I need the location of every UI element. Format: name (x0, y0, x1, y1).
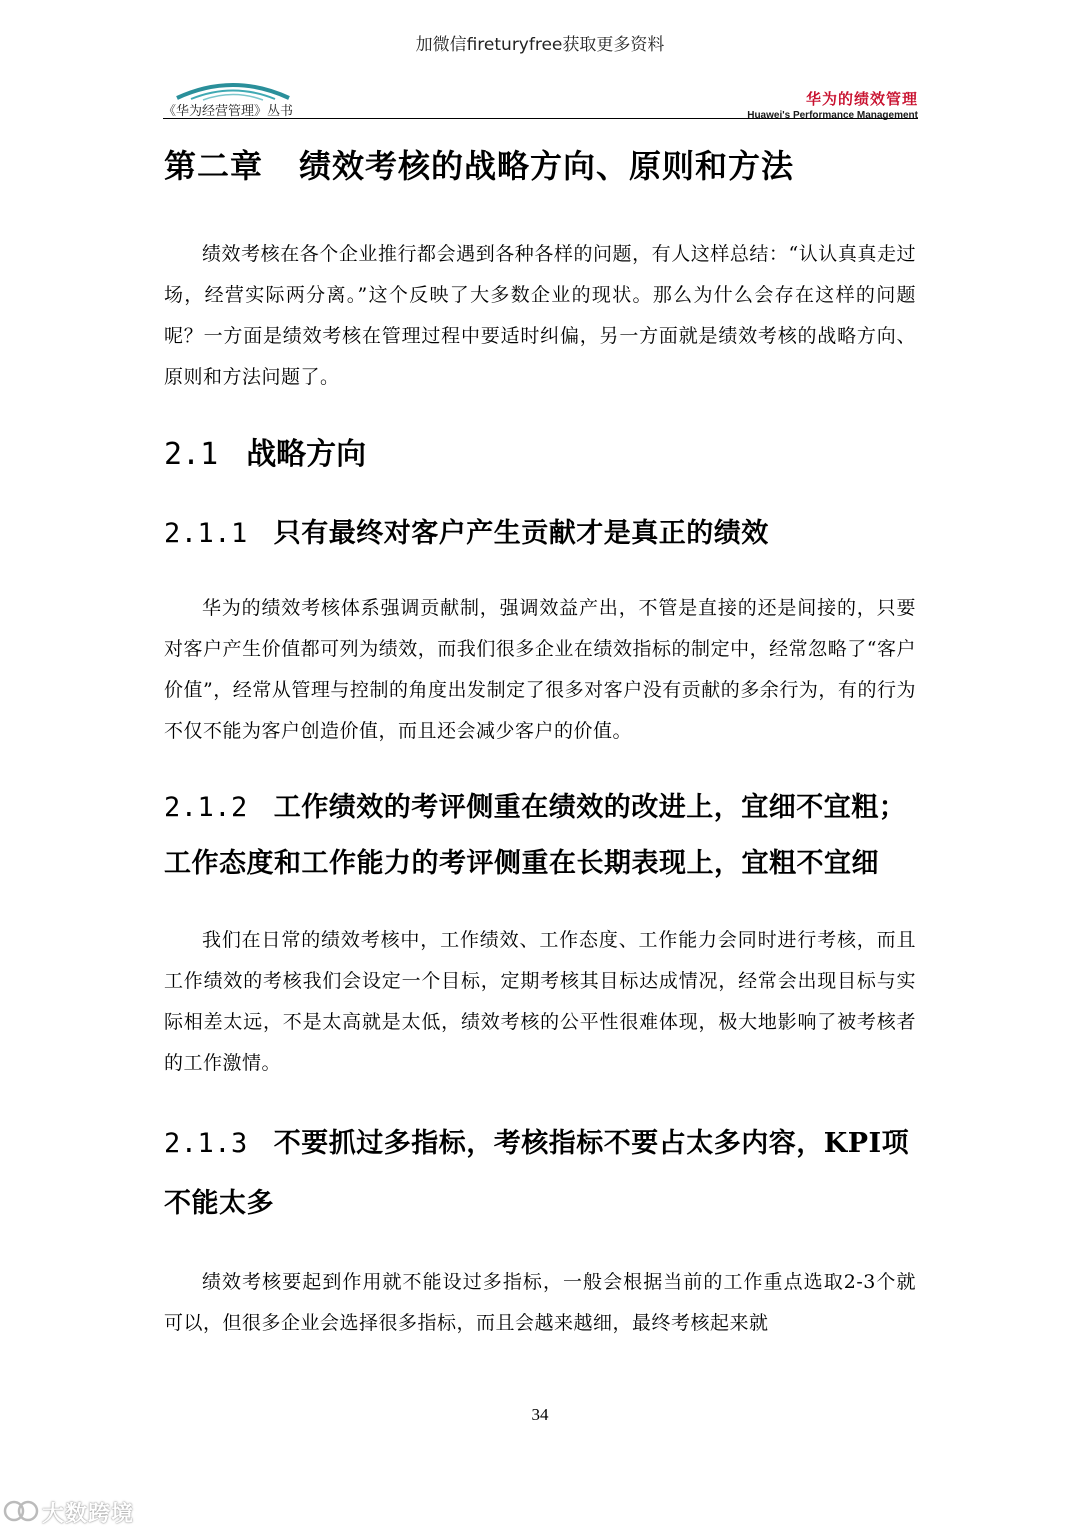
intro-paragraph: 绩效考核在各个企业推行都会遇到各种各样的问题，有人这样总结：“认认真真走过场，经营实际两分离。”这个反映了大多数企业的现状。那么为什么会存在这样的问题呢？一方面是绩效考核在管理过程中要适时纠偏，另一方面就是绩效考核的战略方向、原则和方法问题了。 (164, 243, 916, 388)
series-title: 《华为经营管理》丛书 (163, 104, 294, 119)
watermark-text: 大数跨境 (42, 1502, 135, 1527)
series-logo (163, 76, 313, 120)
book-brand (747, 88, 918, 121)
page-header (163, 76, 918, 120)
page-body (164, 140, 916, 1344)
subsection-number: 2.1.2 (164, 792, 248, 823)
subsection-heading (164, 780, 916, 892)
page-number: 34 (531, 1405, 549, 1424)
section-title: 战略方向 (246, 437, 367, 472)
top-banner: 加微信fireturyfree获取更多资料 (415, 35, 665, 55)
subsection-paragraph: 我们在日常的绩效考核中，工作绩效、工作态度、工作能力会同时进行考核，而且工作绩效的考核我们会设定一个目标，定期考核其目标达成情况，经常会出现目标与实际相差太远，不是太高就是太低，绩效考核的公平性很难体现，极大地影响了被考核者的工作激情。 (164, 929, 916, 1074)
subsection-title: 不要抓过多指标，考核指标不要占太多内容，KPI项不能太多 (164, 1128, 910, 1219)
subsection-paragraph: 华为的绩效考核体系强调贡献制，强调效益产出，不管是直接的还是间接的，只要对客户产生价值都可列为绩效，而我们很多企业在绩效指标的制定中，经常忽略了“客户价值”，经常从管理与控制的角度出发制定了很多对客户没有贡献的多余行为，有的行为不仅不能为客户创造价值，而且还会减少客户的价值。 (164, 597, 916, 742)
brand-title-cn: 华为的绩效管理 (805, 90, 918, 108)
subsection-number: 2.1.3 (164, 1128, 248, 1159)
subsection-heading (164, 510, 916, 558)
section-number: 2.1 (164, 437, 219, 472)
chapter-number: 第二章 (164, 147, 264, 185)
mountain-arc-logo-icon (173, 78, 293, 102)
subsection-title: 只有最终对客户产生贡献才是真正的绩效 (273, 518, 769, 549)
brand-title-en: Huawei's Performance Management (747, 110, 918, 121)
header-divider (163, 118, 918, 119)
brand-watermark-icon (2, 1494, 40, 1528)
subsection-number: 2.1.1 (164, 518, 248, 549)
chapter-title: 绩效考核的战略方向、原则和方法 (299, 147, 795, 185)
subsection-heading (164, 1114, 916, 1234)
subsection-paragraph: 绩效考核要起到作用就不能设过多指标，一般会根据当前的工作重点选取2-3个就可以，但很多企业会选择很多指标，而且会越来越细，最终考核起来就 (164, 1271, 916, 1334)
chapter-heading (164, 140, 916, 192)
section-heading (164, 430, 916, 480)
subsection-title: 工作绩效的考评侧重在绩效的改进上，宜细不宜粗；工作态度和工作能力的考评侧重在长期表现上，宜粗不宜细 (164, 792, 907, 879)
